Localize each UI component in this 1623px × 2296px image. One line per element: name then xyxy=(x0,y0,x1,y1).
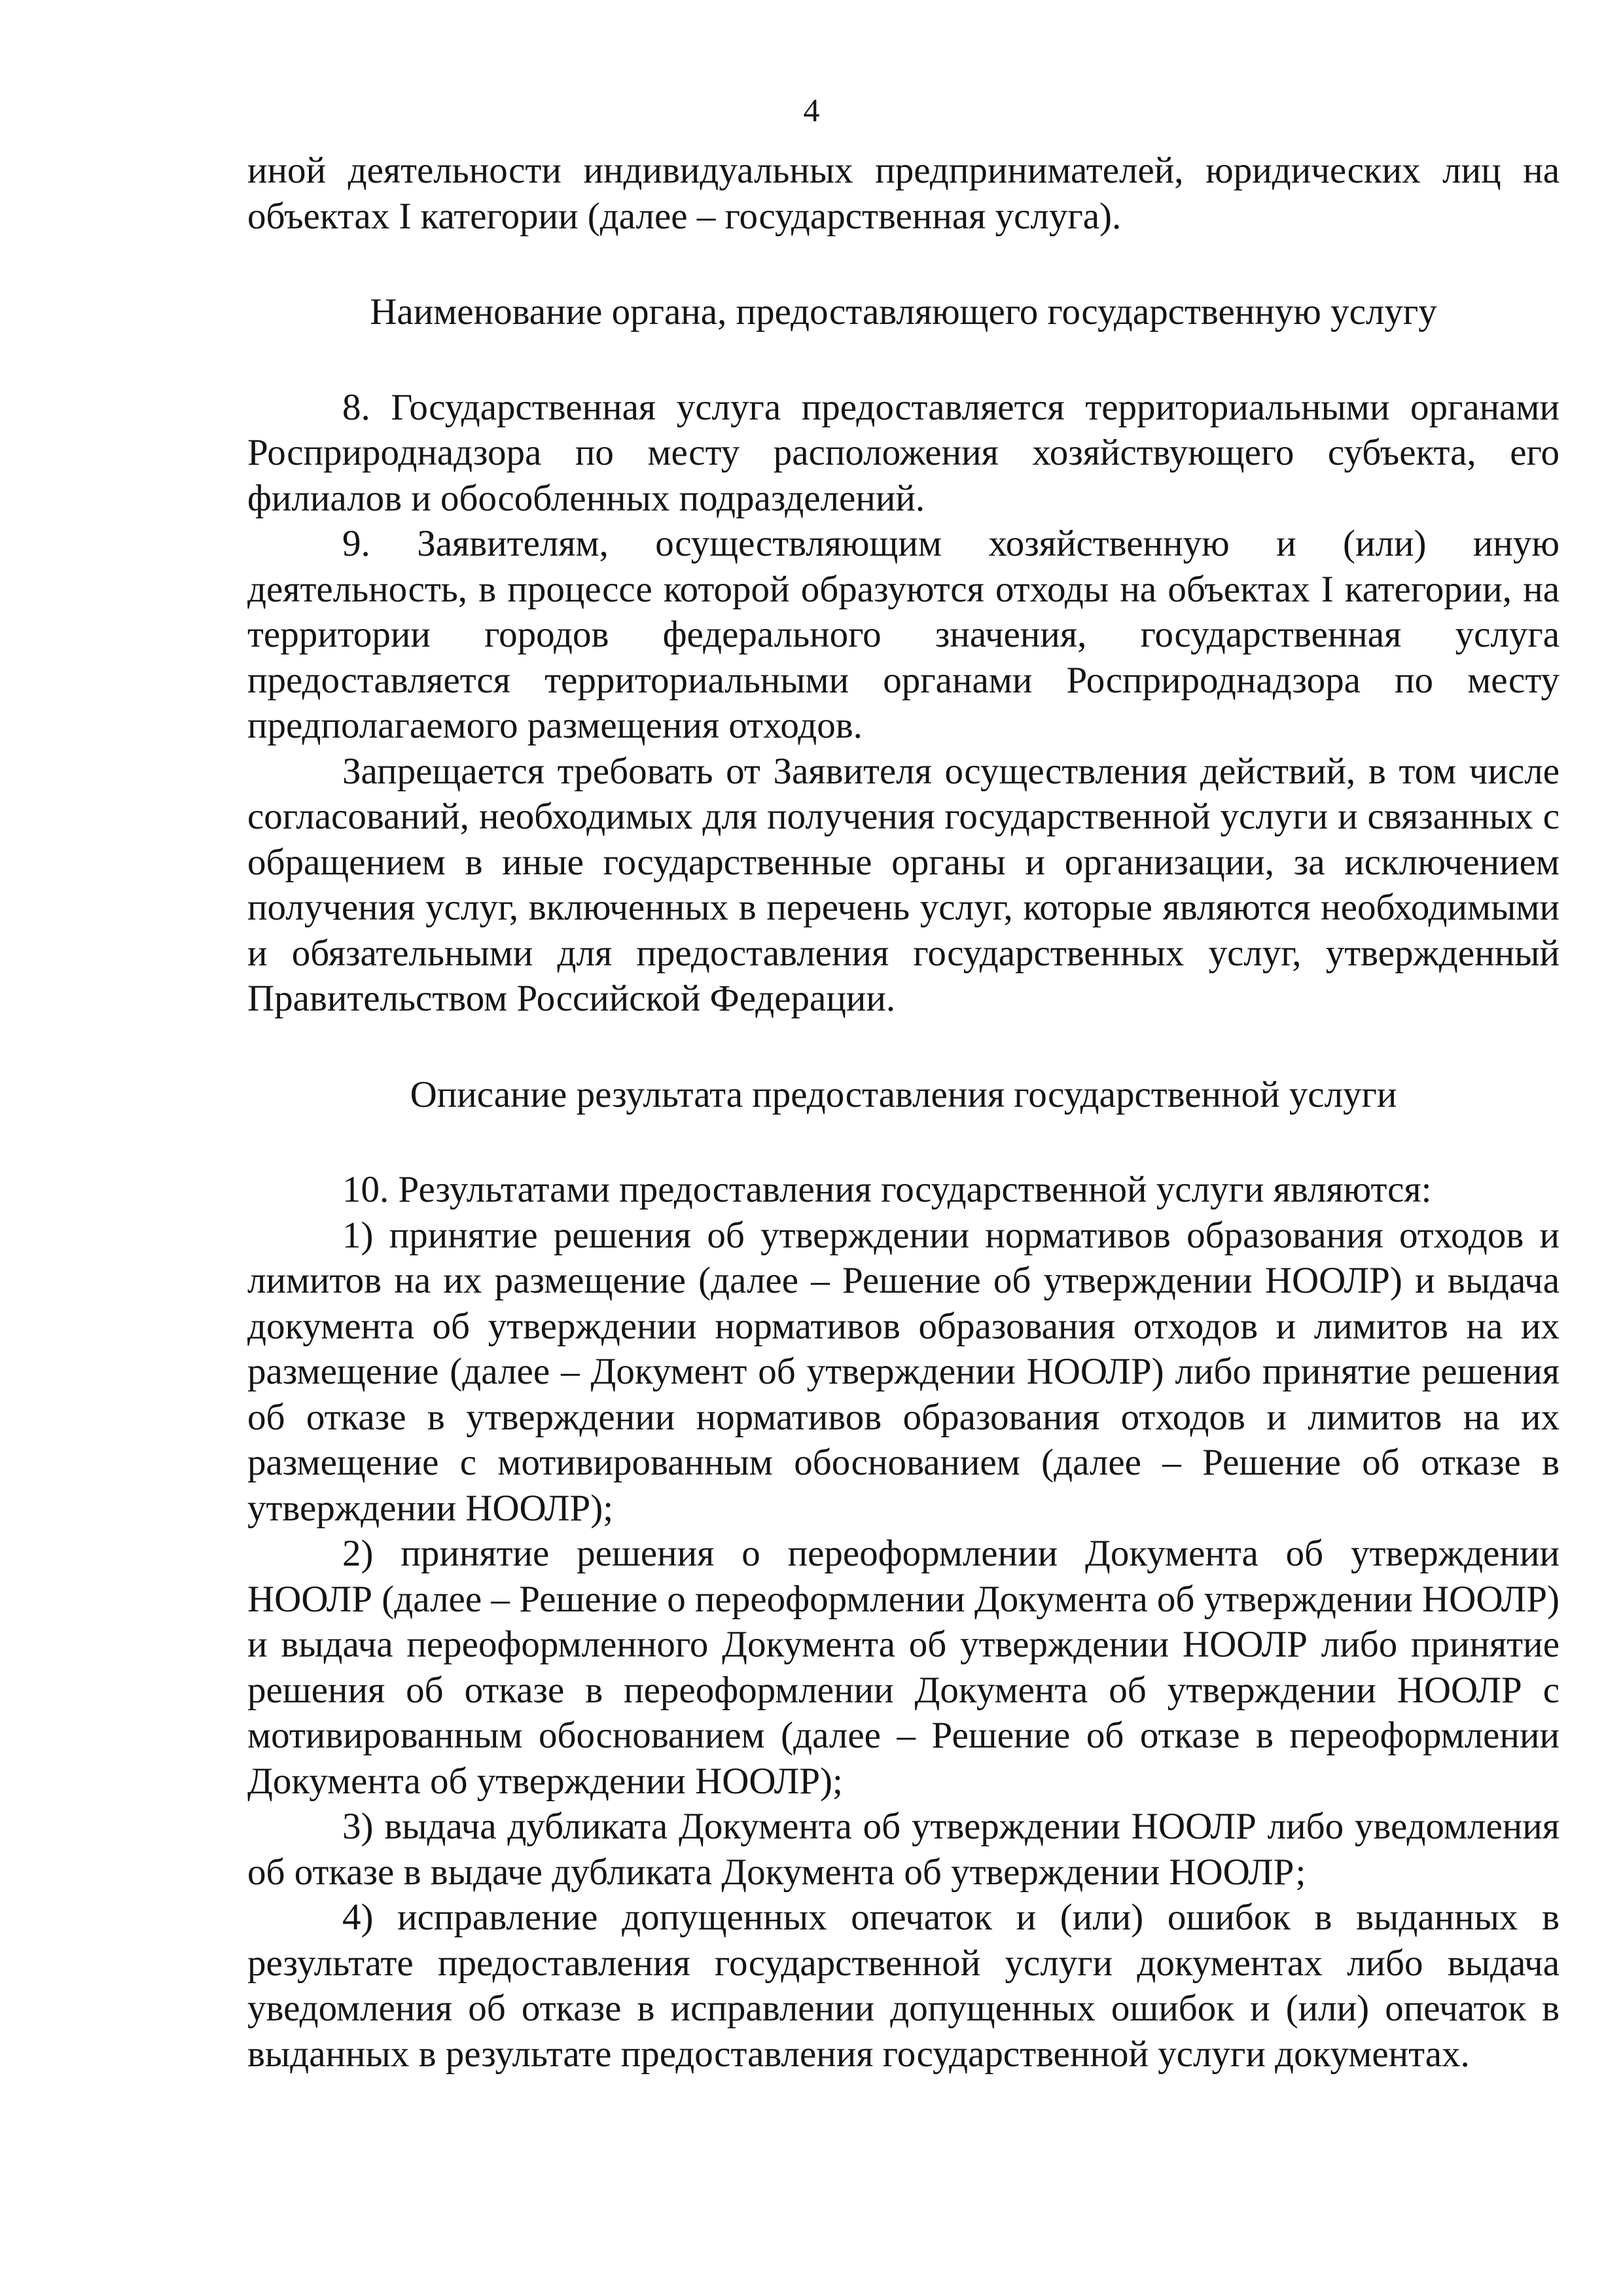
list-item-4: 4) исправление допущенных опечаток и (или) ошибок в выданных в результате предоставления государственной услуги документах либо выдача уведомления об отказе в исправлении допущенных ошибок и (или) опечаток в выданных в результате предоставления государственной услуги документах. xyxy=(247,1897,1560,2075)
list-item-2: 2) принятие решения о переоформлении Документа об утверждении НООЛР (далее – Решение о переоформлении Документа об утверждении НООЛР) и выдача переоформленного Документа об утверждении НООЛР либо принятие решения об отказе в переоформлении Документа об утверждении НООЛР с мотивированным обоснованием (далее – Решение об отказе в переоформлении Документа об утверждении НООЛР); xyxy=(247,1533,1560,1802)
page-number: 4 xyxy=(803,92,820,128)
section-heading-result: Описание результата предоставления государственной услуги xyxy=(410,1073,1397,1115)
paragraph-prohibition: Запрещается требовать от Заявителя осуществления действий, в том числе согласований, необходимых для получения государственной услуги и связанных с обращением в иные государственные органы и организации, за исключением получения услуг, включенных в перечень услуг, которые являются необходимыми и обязательными для предоставления государственных услуг, утвержденный Правительством Российской Федерации. xyxy=(247,750,1560,1019)
section-heading-authority: Наименование органа, предоставляющего государственную услугу xyxy=(370,291,1437,332)
paragraph-10: 10. Результатами предоставления государственной услуги являются: xyxy=(342,1169,1432,1210)
list-item-1: 1) принятие решения об утверждении нормативов образования отходов и лимитов на их размещение (далее – Решение об утверждении НООЛР) и выдача документа об утверждении нормативов образования отходов и лимитов на их размещение (далее – Документ об утверждении НООЛР) либо принятие решения об отказе в утверждении нормативов образования отходов и лимитов на их размещение с мотивированным обоснованием (далее – Решение об отказе в утверждении НООЛР); xyxy=(247,1214,1560,1529)
paragraph-8: 8. Государственная услуга предоставляется территориальными органами Росприроднадзора по месту расположения хозяйствующего субъекта, его филиалов и обособленных подразделений. xyxy=(247,386,1560,519)
document-body xyxy=(247,148,1560,2077)
paragraph-continuation: иной деятельности индивидуальных предпринимателей, юридических лиц на объектах I категории (далее – государственная услуга). xyxy=(247,150,1560,237)
list-item-3: 3) выдача дубликата Документа об утверждении НООЛР либо уведомления об отказе в выдаче дубликата Документа об утверждении НООЛР; xyxy=(247,1806,1560,1893)
paragraph-9: 9. Заявителям, осуществляющим хозяйственную и (или) иную деятельность, в процессе которой образуются отходы на объектах I категории, на территории городов федерального значения, государственная услуга предоставляется территориальными органами Росприроднадзора по месту предполагаемого размещения отходов. xyxy=(247,523,1560,746)
